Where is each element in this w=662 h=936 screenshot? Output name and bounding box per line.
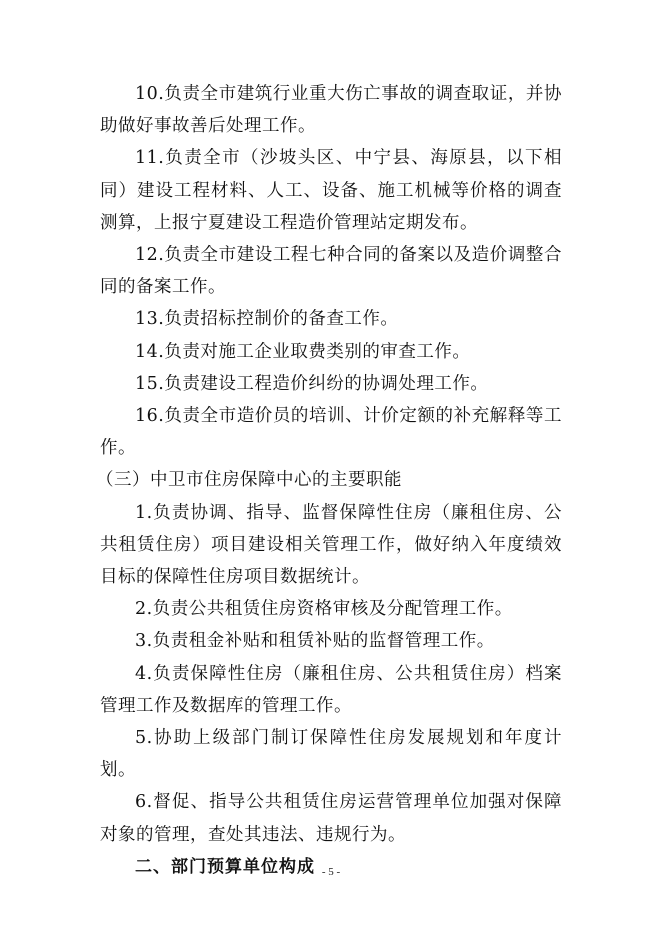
paragraph-item-3: 3.负责租金补贴和租赁补贴的监督管理工作。 <box>135 631 495 652</box>
paragraph-item-5: 5.协助上级部门制订保障性住房发展规划和年度计划。 <box>100 728 562 781</box>
paragraph-item-12: 12.负责全市建设工程七种合同的备案以及造价调整合同的备案工作。 <box>100 245 562 298</box>
paragraph-item-1: 1.负责协调、指导、监督保障性住房（廉租住房、公共租赁住房）项目建设相关管理工作，做好纳入年度绩效目标的保障性住房项目数据统计。 <box>100 502 562 588</box>
paragraph-item-15: 15.负责建设工程造价纠纷的协调处理工作。 <box>135 373 489 394</box>
paragraph-item-14: 14.负责对施工企业取费类别的审查工作。 <box>135 341 471 362</box>
paragraph-item-10: 10.负责全市建筑行业重大伤亡事故的调查取证，并协助做好事故善后处理工作。 <box>100 84 562 137</box>
paragraph-item-13: 13.负责招标控制价的备查工作。 <box>135 309 399 330</box>
paragraph-item-4: 4.负责保障性住房（廉租住房、公共租赁住房）档案管理工作及数据库的管理工作。 <box>100 663 562 716</box>
paragraph-item-6: 6.督促、指导公共租赁住房运营管理单位加强对保障对象的管理，查处其违法、违规行为。 <box>100 792 562 845</box>
section-heading-2: 二、部门预算单位构成 <box>135 856 315 877</box>
paragraph-item-11: 11.负责全市（沙坡头区、中宁县、海原县，以下相同）建设工程材料、人工、设备、施工机械等价格的调查测算，上报宁夏建设工程造价管理站定期发布。 <box>100 148 562 233</box>
section-heading-3: （三）中卫市住房保障中心的主要职能 <box>96 470 402 491</box>
page-number: - 5 - <box>321 866 341 878</box>
paragraph-item-2: 2.负责公共租赁住房资格审核及分配管理工作。 <box>135 599 513 620</box>
paragraph-item-16: 16.负责全市造价员的培训、计价定额的补充解释等工作。 <box>100 406 562 459</box>
document-body <box>96 78 562 883</box>
